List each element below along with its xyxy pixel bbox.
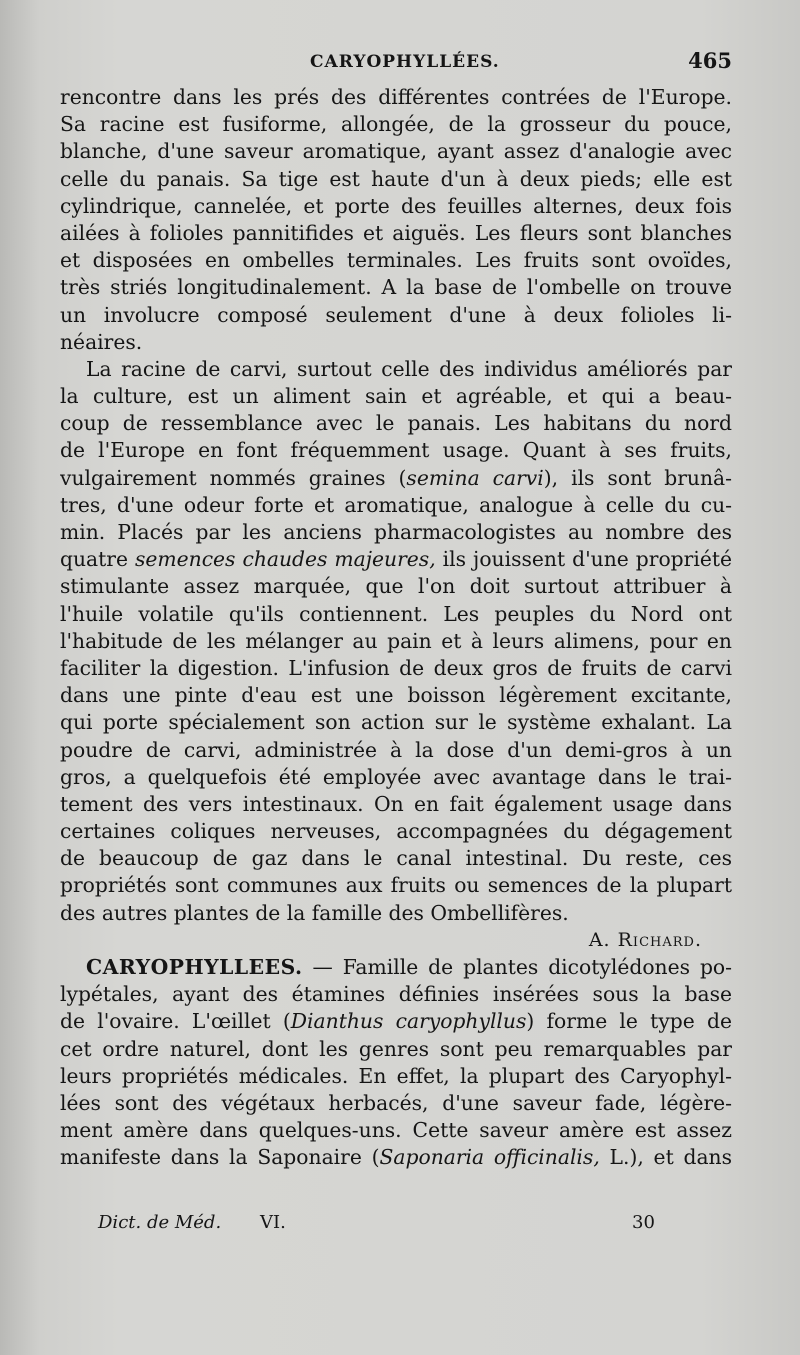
text-line: [60, 465, 732, 492]
text-line: poudre de carvi, administrée à la dose d'un demi-gros à un: [60, 737, 732, 762]
latin-term: Dianthus caryophyllus: [290, 1009, 527, 1034]
text-line: blanche, d'une saveur aromatique, ayant assez d'analogie avec: [60, 139, 732, 164]
text-line: de l'Europe en font fréquemment usage. Quant à ses fruits,: [60, 438, 732, 463]
text-line: tres, d'une odeur forte et aromatique, analogue à celle du cu-: [60, 492, 732, 517]
text-line: tement des vers intestinaux. On en fait également usage dans: [60, 791, 732, 816]
entry-headword: CARYOPHYLLEES.: [86, 955, 303, 979]
text-line: la culture, est un aliment sain et agréable, et qui a beau-: [60, 384, 732, 409]
latin-term: Saponaria officinalis,: [379, 1145, 600, 1170]
text-line: [60, 1144, 732, 1171]
text-segment: ils jouissent d'une propriété: [435, 547, 732, 572]
text-segment: vulgairement nommés graines (: [60, 465, 407, 490]
text-line: min. Placés par les anciens pharmacologistes au nombre des: [60, 520, 732, 544]
text-line: La racine de carvi, surtout celle des individus améliorés par: [86, 356, 732, 381]
text-line: l'huile volatile qu'ils contiennent. Les peuples du Nord ont: [60, 601, 732, 626]
text-line: [60, 1008, 732, 1035]
text-line: lypétales, ayant des étamines définies insérées sous la base: [60, 982, 732, 1007]
text-line: coup de ressemblance avec le panais. Les habitans du nord: [60, 411, 732, 436]
text-line: leurs propriétés médicales. En effet, la plupart des Caryophyl-: [60, 1063, 732, 1088]
text-line: un involucre composé seulement d'une à deux folioles li-: [60, 302, 732, 327]
text-line: propriétés sont communes aux fruits ou semences de la plupart: [60, 873, 732, 898]
text-segment: ), ils sont brunâ-: [543, 465, 732, 490]
text-line: dans une pinte d'eau est une boisson légèrement excitante,: [60, 683, 732, 708]
text-line: qui porte spécialement son action sur le système exhalant. La: [60, 710, 732, 735]
text-line: faciliter la digestion. L'infusion de deux gros de fruits de carvi: [60, 655, 732, 680]
page-footer: [60, 1212, 732, 1240]
footer-signature-mark: 30: [632, 1212, 655, 1233]
running-head: CARYOPHYLLÉES.: [310, 52, 500, 72]
author-signature: A. Richard.: [588, 928, 702, 951]
text-line: Sa racine est fusiforme, allongée, de la grosseur du pouce,: [60, 112, 732, 137]
text-line: celle du panais. Sa tige est haute d'un à deux pieds; elle est: [60, 166, 732, 191]
text-line: stimulante assez marquée, que l'on doit surtout attribuer à: [60, 574, 732, 599]
text-segment: L.), et dans: [599, 1145, 732, 1170]
text-line: de beaucoup de gaz dans le canal intestinal. Du reste, ces: [60, 846, 732, 871]
text-segment: manifeste dans la Saponaire (: [60, 1145, 380, 1170]
text-line: l'habitude de les mélanger au pain et à leurs alimens, pour en: [60, 628, 732, 653]
text-line: des autres plantes de la famille des Ombellifères.: [60, 900, 569, 925]
text-line: et disposées en ombelles terminales. Les fruits sont ovoïdes,: [60, 248, 732, 273]
text-segment: — Famille de plantes dicotylédones po-: [302, 955, 732, 979]
page-number: 465: [688, 48, 732, 73]
text-line: [60, 954, 732, 981]
text-segment: de l'ovaire. L'œillet (: [60, 1009, 291, 1034]
text-line: ment amère dans quelques-uns. Cette saveur amère est assez: [60, 1118, 732, 1143]
text-line: ailées à folioles pannitifides et aiguës. Les fleurs sont blanches: [60, 220, 732, 245]
page-header: [60, 48, 732, 82]
text-line: cylindrique, cannelée, et porte des feuilles alternes, deux fois: [60, 193, 732, 218]
text-line: lées sont des végétaux herbacés, d'une saveur fade, légère-: [60, 1090, 732, 1115]
footer-volume: VI.: [260, 1212, 286, 1233]
text-line: très striés longitudinalement. A la base de l'ombelle on trouve: [60, 275, 732, 300]
text-line: cet ordre naturel, dont les genres sont peu remarquables par: [60, 1036, 732, 1061]
italic-phrase: semences chaudes majeures,: [134, 547, 436, 572]
text-line: néaires.: [60, 329, 143, 354]
text-line: gros, a quelquefois été employée avec avantage dans le trai-: [60, 764, 732, 789]
text-line: rencontre dans les prés des différentes contrées de l'Europe.: [60, 85, 732, 109]
text-segment: quatre: [60, 547, 135, 572]
latin-term: semina carvi: [406, 465, 544, 490]
text-segment: ) forme le type de: [526, 1009, 732, 1034]
text-line: [60, 546, 732, 573]
text-line: certaines coliques nerveuses, accompagnées du dégagement: [60, 819, 732, 844]
footer-book-title: Dict. de Méd.: [98, 1212, 222, 1233]
body-text: [60, 84, 732, 1172]
